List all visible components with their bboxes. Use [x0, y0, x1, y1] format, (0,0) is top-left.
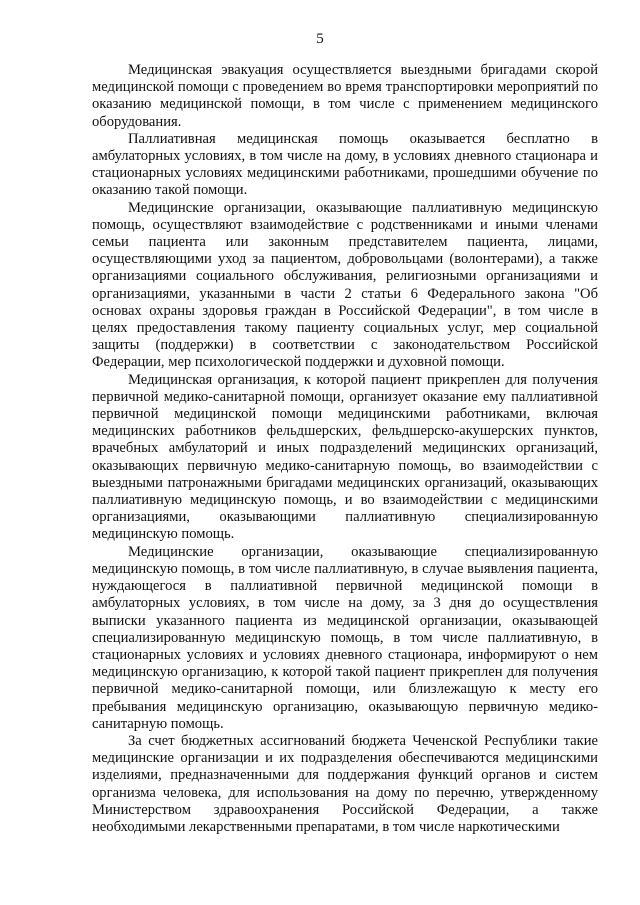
paragraph-primary-care-organization: Медицинская организация, к которой пациент прикреплен для получения первичной медико-санитарной помощи, организует оказание ему паллиативной первичной медицинской помощи медицинскими работниками, включая медицинских работников фельдшерских, фельдшерско-акушерских пунктов, врачебных амбулаторий и иных подразделений медицинских организаций, оказывающих первичную медико-санитарную помощь, во взаимодействии с выездными патронажными бригадами медицинских организаций, оказывающих паллиативную медицинскую помощь, и во взаимодействии с медицинскими организациями, оказывающими паллиативную специализированную медицинскую помощь. [92, 371, 598, 543]
paragraph-palliative-care-provision: Паллиативная медицинская помощь оказывается бесплатно в амбулаторных условиях, в том числе на дому, в условиях дневного стационара и стационарных условиях медицинскими работниками, прошедшими обучение по оказанию такой помощи. [92, 130, 598, 199]
page-number: 5 [316, 31, 324, 47]
paragraph-budget-funding: За счет бюджетных ассигнований бюджета Чеченской Республики такие медицинские организации и их подразделения обеспечиваются медицинскими изделиями, предназначенными для поддержания функций органов и систем организма человека, для использования на дому по перечню, утвержденному Министерством здравоохранения Российской Федерации, а также необходимыми лекарственными препаратами, в том числе наркотическими [92, 732, 598, 835]
document-body [92, 62, 598, 836]
paragraph-medical-evacuation: Медицинская эвакуация осуществляется выездными бригадами скорой медицинской помощи с проведением во время транспортировки мероприятий по оказанию медицинской помощи, в том числе с применением медицинского оборудования. [92, 62, 598, 130]
paragraph-palliative-interaction: Медицинские организации, оказывающие паллиативную медицинскую помощь, осуществляют взаимодействие с родственниками и иными членами семьи пациента или законным представителем пациента, лицами, осуществляющими уход за пациентом, добровольцами (волонтерами), а также организациями социального обслуживания, религиозными организациями и организациями, указанными в части 2 статьи 6 Федерального закона "Об основах охраны здоровья граждан в Российской Федерации", в том числе в целях предоставления такому пациенту социальных услуг, мер социальной защиты (поддержки) в соответствии с законодательством Российской Федерации, мер психологической поддержки и духовной помощи. [92, 199, 598, 371]
paragraph-specialized-care-notification: Медицинские организации, оказывающие специализированную медицинскую помощь, в том числе паллиативную, в случае выявления пациента, нуждающегося в паллиативной первичной медицинской помощи в амбулаторных условиях, в том числе на дому, за 3 дня до осуществления выписки указанного пациента из медицинской организации, оказывающей специализированную медицинскую помощь, в том числе паллиативную, в стационарных условиях и условиях дневного стационара, информируют о нем медицинскую организацию, к которой такой пациент прикреплен для получения первичной медико-санитарной помощи, или близлежащую к месту его пребывания медицинскую организацию, оказывающую первичную медико-санитарную помощь. [92, 543, 598, 732]
